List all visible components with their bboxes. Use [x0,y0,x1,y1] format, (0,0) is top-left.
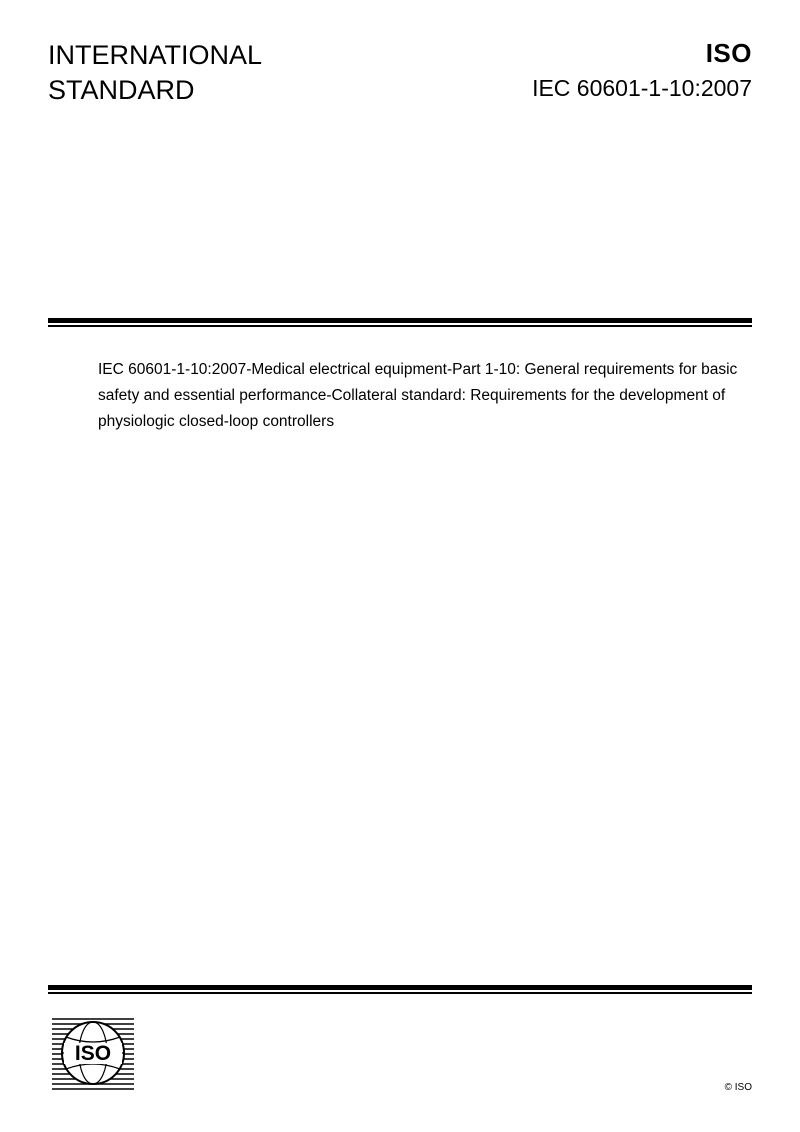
standard-type-line-2: STANDARD [48,75,195,105]
iso-wordmark: ISO [705,38,752,68]
standard-type-line-1: INTERNATIONAL [48,40,263,70]
divider-thin-line [48,992,752,994]
footer-divider-rule [48,985,752,994]
divider-thin-line [48,325,752,327]
standard-identification [332,38,752,104]
standard-number: IEC 60601-1-10:2007 [532,75,752,101]
header-divider-rule [48,318,752,327]
copyright-notice: © ISO [724,1082,752,1093]
page-title: IEC 60601-1-10:2007-Medical electrical equipment-Part 1-10: General requirements for basic safety and essential performance-Collateral standard: Requirements for the development of physiologic closed-loop controllers [98,361,738,430]
page-header [48,38,752,118]
svg-text:ISO: ISO [74,1042,112,1065]
iso-logo-icon [50,1015,136,1091]
